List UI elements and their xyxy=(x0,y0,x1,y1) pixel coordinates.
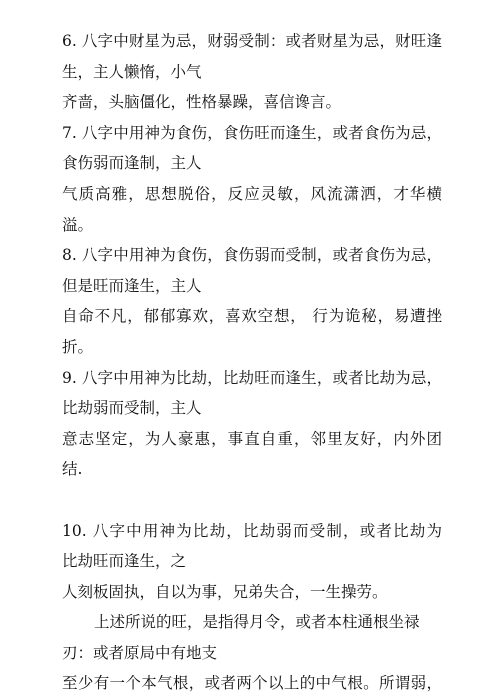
text-line: 8. 八字中用神为食伤，食伤弱而受制，或者食伤为忌， xyxy=(62,246,442,265)
text-line: 但是旺而逢生，主人 xyxy=(62,276,202,295)
text-line: 气质高雅，思想脱俗，反应灵敏，风流潇洒，才华横 xyxy=(62,184,442,203)
text-line: 齐啬，头脑僵化，性格暴躁，喜信谗言。 xyxy=(62,93,342,112)
document-text xyxy=(62,26,442,699)
text-line: 上述所说的旺，是指得月令，或者本柱通根坐禄 xyxy=(94,613,420,632)
text-line: 结. xyxy=(62,460,83,479)
text-line: 折。 xyxy=(62,337,94,356)
blank-line xyxy=(62,485,442,516)
text-line: 人刻板固执，自以为事，兄弟失合，一生操劳。 xyxy=(62,582,388,601)
text-line: 7. 八字中用神为食伤，食伤旺而逢生，或者食伤为忌， xyxy=(62,123,442,142)
text-line: 意志坚定，为人豪惠，事直自重，邻里友好，内外团 xyxy=(62,429,442,448)
text-line: 9. 八字中用神为比劫，比劫旺而逢生，或者比劫为忌， xyxy=(62,368,442,387)
text-line: 至少有一个本气根，或者两个以上的中气根。所谓弱， xyxy=(62,674,442,693)
text-line: 10. 八字中用神为比劫，比劫弱而受制，或者比劫为 xyxy=(62,521,442,540)
text-line: 自命不凡，郁郁寡欢，喜欢空想， 行为诡秘，易遭挫 xyxy=(62,307,442,326)
text-line: 刃：或者原局中有地支 xyxy=(62,643,218,662)
text-line: 比劫旺而逢生，之 xyxy=(62,552,187,571)
text-line: 食伤弱而逢制，主人 xyxy=(62,154,202,173)
text-line: 6. 八字中财星为忌，财弱受制：或者财星为忌，财旺逢 xyxy=(62,32,442,50)
text-line: 溢。 xyxy=(62,215,94,234)
text-line: 生，主人懒惰，小气 xyxy=(62,62,202,81)
text-line: 比劫弱而受制，主人 xyxy=(62,399,202,418)
